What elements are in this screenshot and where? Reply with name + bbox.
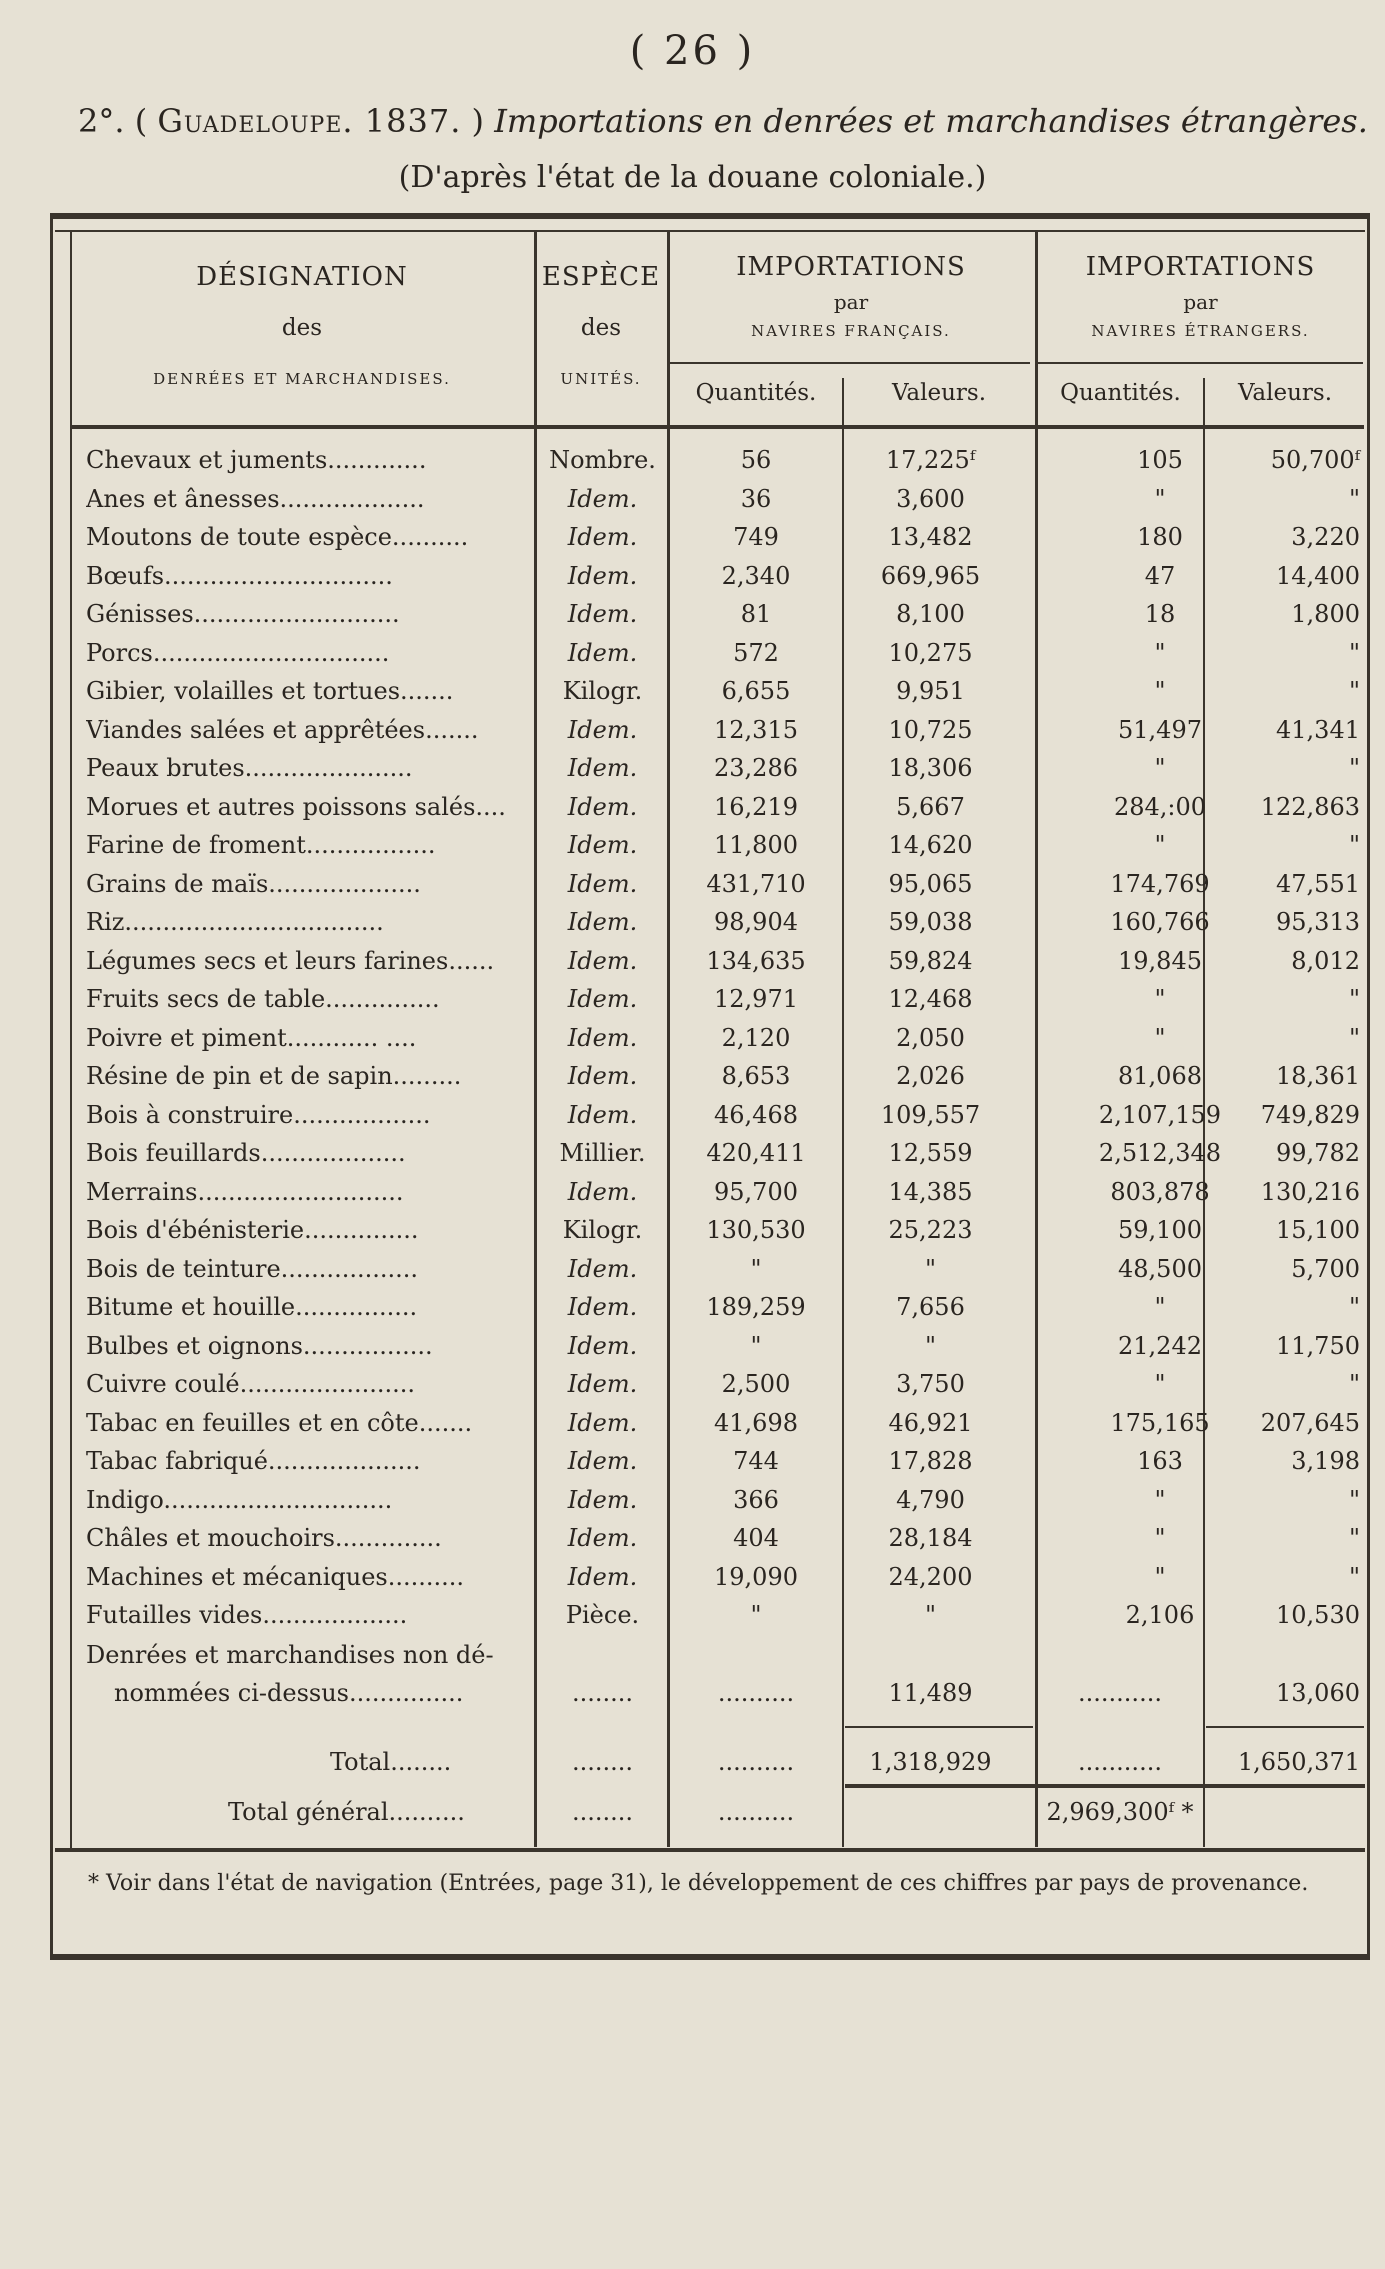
- row-qty-et: ": [1154, 1524, 1166, 1552]
- row-value-et: 3,220: [1291, 523, 1360, 551]
- row-unit: Millier.: [559, 1139, 646, 1167]
- table-row: [0, 831, 1385, 869]
- row-qty-fr: 8,653: [721, 1062, 791, 1090]
- row-designation: Porcs...............................: [86, 638, 390, 667]
- row-qty-et: ": [1154, 677, 1166, 705]
- row-designation: Bois à construire..................: [86, 1100, 431, 1129]
- table-row: [0, 908, 1385, 946]
- table-row: [0, 716, 1385, 754]
- row-value-et: 18,361: [1276, 1062, 1360, 1090]
- total-qty-fr: ..........: [717, 1748, 795, 1776]
- header-bottom-rule: [72, 425, 1364, 429]
- row-unit: Idem.: [567, 869, 638, 898]
- row-designation: Bitume et houille................: [86, 1293, 418, 1321]
- row-designation-line1: Denrées et marchandises non dé-: [86, 1641, 494, 1669]
- row-qty-fr: 2,120: [721, 1023, 791, 1052]
- row-designation: Bois feuillards...................: [86, 1139, 406, 1167]
- header-fr-valeurs: Valeurs.: [891, 380, 987, 406]
- row-unit: Idem.: [567, 600, 638, 628]
- row-qty-fr: 420,411: [706, 1139, 806, 1167]
- row-value-fr: 17,828: [888, 1447, 973, 1475]
- row-value-fr: 2,050: [896, 1023, 965, 1052]
- row-value-et: 11,750: [1276, 1331, 1360, 1360]
- row-designation: Viandes salées et apprêtées.......: [86, 715, 479, 744]
- row-value-fr: 3,750: [896, 1370, 965, 1398]
- row-designation: Merrains...........................: [86, 1177, 404, 1206]
- row-designation: Peaux brutes......................: [86, 754, 413, 782]
- row-qty-fr: 130,530: [706, 1216, 806, 1244]
- table-row: [0, 1486, 1385, 1524]
- total-label: Total........: [330, 1748, 452, 1776]
- table-row: [0, 1216, 1385, 1254]
- total-rule-fr: [845, 1726, 1033, 1728]
- table-row: [0, 793, 1385, 831]
- row-qty-fr: 95,700: [714, 1177, 798, 1206]
- row-value-fr: 3,600: [896, 484, 965, 513]
- row-value-fr: ": [924, 1254, 937, 1283]
- row-unit: Idem.: [567, 1023, 638, 1052]
- row-value-et: ": [1348, 1370, 1360, 1398]
- row-qty-et: 48,500: [1118, 1254, 1202, 1283]
- table-row: [0, 1062, 1385, 1100]
- row-qty-et: 47: [1144, 561, 1176, 590]
- title-source: (D'après l'état de la douane coloniale.): [398, 160, 987, 195]
- title-subject: Importations en denrées et marchandises étrangères.: [494, 102, 1368, 140]
- header-fr-quantites: Quantités.: [695, 380, 817, 406]
- table-title: [78, 102, 1368, 140]
- header-rule-fr: [670, 362, 1030, 364]
- row-value-fr: 13,482: [888, 523, 973, 551]
- row-qty-et: 174,769: [1110, 869, 1210, 898]
- header-espece-1: ESPÈCE: [541, 262, 661, 292]
- row-designation: Riz..................................: [86, 908, 384, 936]
- row-unit: Idem.: [567, 1408, 638, 1437]
- row-value-et: ": [1348, 754, 1360, 782]
- title-suffix: ): [471, 102, 485, 140]
- row-value-et: ": [1348, 484, 1360, 513]
- row-designation: Tabac fabriqué....................: [86, 1447, 421, 1475]
- total-qty-et: ...........: [1078, 1748, 1162, 1776]
- header-espece-3: UNITÉS.: [560, 370, 642, 388]
- total-general-qty: ..........: [717, 1798, 795, 1826]
- row-unit: Idem.: [567, 561, 638, 590]
- row-qty-fr: ": [750, 1331, 762, 1360]
- row-designation: Poivre et piment............ ....: [86, 1023, 417, 1052]
- row-value-fr: 59,824: [888, 946, 973, 975]
- row-value-fr: 25,223: [888, 1216, 973, 1244]
- row-qty-fr: 98,904: [714, 908, 798, 936]
- row-qty-fr: 56: [740, 446, 772, 474]
- row-value-et: 749,829: [1260, 1100, 1360, 1129]
- row-qty-et: ": [1154, 1370, 1166, 1398]
- table-row: [0, 1178, 1385, 1216]
- table-row: [0, 1332, 1385, 1370]
- row-unit: Kilogr.: [562, 1216, 643, 1244]
- row-unit: Idem.: [567, 1370, 638, 1398]
- table-row: [0, 1255, 1385, 1293]
- row-qty-fr: 11,800: [714, 831, 798, 859]
- header-fr-1: IMPORTATIONS: [736, 252, 966, 282]
- row-qty-fr: 431,710: [706, 869, 806, 898]
- row-value-fr: ": [924, 1331, 937, 1360]
- header-designation-1: DÉSIGNATION: [196, 262, 408, 292]
- table-row: [0, 1101, 1385, 1139]
- row-qty-fr: 23,286: [714, 754, 798, 782]
- row-designation: Cuivre coulé.......................: [86, 1370, 416, 1398]
- row-value-et: 122,863: [1260, 792, 1360, 821]
- row-qty-fr: 12,971: [714, 985, 798, 1013]
- title-prefix: 2°. (: [78, 102, 148, 140]
- row-designation: Anes et ânesses...................: [86, 484, 425, 513]
- table-row: [0, 1601, 1385, 1639]
- row-qty-et: ": [1154, 1562, 1166, 1591]
- total-value-et: 1,650,371: [1237, 1748, 1360, 1776]
- row-designation-line2: nommées ci-dessus...............: [114, 1679, 464, 1707]
- row-unit: Idem.: [567, 1447, 638, 1475]
- row-value-fr: 109,557: [880, 1100, 981, 1129]
- row-unit: Idem.: [567, 715, 638, 744]
- row-unit: Idem.: [567, 1485, 638, 1514]
- row-value-et: 10,530: [1276, 1601, 1360, 1629]
- row-unit: Idem.: [567, 908, 638, 936]
- row-designation: Indigo..............................: [86, 1485, 393, 1514]
- row-value-et: 8,012: [1291, 946, 1360, 975]
- row-value-et: 13,060: [1276, 1679, 1360, 1707]
- row-qty-fr: 2,500: [721, 1370, 791, 1398]
- row-designation: Grains de maïs....................: [86, 869, 421, 898]
- row-unit: Idem.: [567, 754, 638, 782]
- row-qty-et: ": [1154, 754, 1166, 782]
- row-value-fr: 95,065: [888, 869, 973, 898]
- row-value-et: 14,400: [1276, 561, 1360, 590]
- row-value-fr: 59,038: [888, 908, 973, 936]
- row-unit: Idem.: [567, 638, 638, 667]
- total-value-fr: 1,318,929: [869, 1748, 992, 1776]
- row-value-et: ": [1348, 1485, 1360, 1514]
- row-qty-et: 21,242: [1118, 1331, 1202, 1360]
- row-value-et: 207,645: [1260, 1408, 1360, 1437]
- table-row: [0, 1024, 1385, 1062]
- row-value-et: ": [1348, 1562, 1360, 1591]
- row-qty-fr: 6,655: [721, 677, 791, 705]
- header-et-1: IMPORTATIONS: [1085, 252, 1316, 282]
- total-general-value: 2,969,300ᶠ *: [1046, 1798, 1194, 1826]
- row-value-et: ": [1348, 831, 1360, 859]
- row-qty-fr: 749: [733, 523, 779, 551]
- row-value-fr: 8,100: [896, 600, 965, 628]
- row-value-et: ": [1348, 1524, 1360, 1552]
- table-row: [0, 1447, 1385, 1485]
- table-row: [0, 485, 1385, 523]
- row-value-et: 41,341: [1276, 715, 1360, 744]
- row-qty-fr: 2,340: [721, 561, 791, 590]
- row-qty-et: ": [1154, 638, 1166, 667]
- row-qty-et: 180: [1137, 523, 1183, 551]
- table-row: [0, 1370, 1385, 1408]
- row-value-fr: ": [924, 1601, 937, 1629]
- table-row: [0, 1563, 1385, 1601]
- total-general-label: Total général..........: [228, 1798, 465, 1826]
- row-unit: ........: [571, 1679, 634, 1707]
- row-qty-fr: 16,219: [714, 792, 798, 821]
- row-designation: Bois d'ébénisterie...............: [86, 1216, 419, 1244]
- row-value-fr: 4,790: [896, 1485, 965, 1514]
- row-qty-et: 163: [1137, 1447, 1183, 1475]
- row-qty-et: ": [1154, 1023, 1166, 1052]
- row-qty-et: ": [1154, 985, 1166, 1013]
- row-qty-et: 51,497: [1118, 715, 1202, 744]
- table-row: [0, 600, 1385, 638]
- footnote: * Voir dans l'état de navigation (Entrées, page 31), le développement de ces chiffres par pays de provenance.: [88, 1871, 1309, 1896]
- header-et-3: NAVIRES ÉTRANGERS.: [1091, 322, 1310, 340]
- row-qty-fr: 189,259: [706, 1293, 806, 1321]
- table-row: [0, 947, 1385, 985]
- header-fr-3: NAVIRES FRANÇAIS.: [751, 322, 951, 340]
- row-value-et: ": [1348, 1293, 1360, 1321]
- row-qty-et: ": [1154, 1293, 1166, 1321]
- row-designation: Tabac en feuilles et en côte.......: [86, 1408, 473, 1437]
- row-qty-fr: 572: [733, 638, 779, 667]
- row-designation: Châles et mouchoirs..............: [86, 1524, 442, 1552]
- row-designation: Génisses...........................: [86, 600, 400, 628]
- header-designation-2: des: [281, 315, 323, 341]
- row-qty-fr: 41,698: [714, 1408, 798, 1437]
- row-designation: Bois de teinture..................: [86, 1254, 418, 1283]
- table-bottom-inner-rule: [55, 1848, 1365, 1852]
- row-value-et: ": [1348, 1023, 1360, 1052]
- row-designation: Moutons de toute espèce..........: [86, 523, 469, 551]
- row-unit: Idem.: [567, 1177, 638, 1206]
- table-row: [0, 639, 1385, 677]
- table-row-total: [0, 1748, 1385, 1786]
- row-value-et: 1,800: [1291, 600, 1360, 628]
- row-qty-et: 19,845: [1118, 946, 1202, 975]
- row-designation: Bulbes et oignons.................: [86, 1331, 433, 1360]
- row-qty-fr: 744: [733, 1447, 779, 1475]
- table-row: [0, 677, 1385, 715]
- row-unit: Idem.: [567, 831, 638, 859]
- row-designation: Résine de pin et de sapin.........: [86, 1062, 462, 1090]
- row-designation: Morues et autres poissons salés....: [86, 792, 506, 821]
- row-value-et: ": [1348, 677, 1360, 705]
- row-qty-fr: 12,315: [714, 715, 798, 744]
- row-value-et: 3,198: [1291, 1447, 1360, 1475]
- row-qty-fr: ": [750, 1254, 762, 1283]
- row-value-et: 50,700ᶠ: [1270, 446, 1360, 474]
- row-value-fr: 12,468: [888, 985, 973, 1013]
- header-designation-3: DENRÉES ET MARCHANDISES.: [153, 370, 451, 388]
- header-et-2: par: [1183, 290, 1218, 314]
- table-inner-top-rule: [55, 230, 1365, 232]
- row-qty-fr: 134,635: [706, 946, 806, 975]
- table-row-denrees-2: [0, 1679, 1385, 1717]
- row-qty-et: 2,106: [1125, 1601, 1195, 1629]
- row-unit: Idem.: [567, 985, 638, 1013]
- row-unit: Idem.: [567, 1100, 638, 1129]
- row-unit: Idem.: [567, 1293, 638, 1321]
- row-unit: Idem.: [567, 1331, 638, 1360]
- row-qty-et: 81,068: [1118, 1062, 1202, 1090]
- header-espece-2: des: [580, 315, 622, 341]
- table-row: [0, 1524, 1385, 1562]
- row-value-et: 15,100: [1276, 1216, 1360, 1244]
- row-qty-et: 2,512,348: [1098, 1139, 1222, 1167]
- row-value-fr: 2,026: [896, 1062, 965, 1090]
- row-designation: Machines et mécaniques..........: [86, 1562, 465, 1591]
- row-value-et: 130,216: [1260, 1177, 1360, 1206]
- total-rule-et: [1206, 1726, 1364, 1728]
- header-et-quantites: Quantités.: [1060, 380, 1181, 406]
- row-unit: Idem.: [567, 946, 638, 975]
- table-row: [0, 870, 1385, 908]
- row-value-fr: 46,921: [888, 1408, 973, 1437]
- row-qty-fr: 404: [733, 1524, 779, 1552]
- header-rule-et: [1038, 362, 1363, 364]
- table-row-denrees-1: [0, 1641, 1385, 1679]
- row-value-fr: 5,667: [896, 792, 965, 821]
- row-designation: Bœufs..............................: [86, 561, 393, 590]
- row-unit: Pièce.: [565, 1601, 640, 1629]
- header-et-valeurs: Valeurs.: [1237, 380, 1333, 406]
- row-value-et: ": [1348, 638, 1360, 667]
- row-qty-et: 284,:00: [1113, 792, 1207, 821]
- row-value-fr: 18,306: [888, 754, 973, 782]
- row-unit: Kilogr.: [562, 677, 643, 705]
- row-qty-et: 803,878: [1110, 1177, 1210, 1206]
- row-qty-fr: 46,468: [714, 1100, 798, 1129]
- table-row: [0, 562, 1385, 600]
- row-value-fr: 11,489: [888, 1679, 973, 1707]
- row-qty-fr: ": [750, 1601, 762, 1629]
- table-row: [0, 754, 1385, 792]
- row-value-fr: 12,559: [888, 1139, 973, 1167]
- row-value-fr: 17,225ᶠ: [885, 446, 976, 474]
- row-qty-et: 175,165: [1110, 1408, 1210, 1437]
- row-value-fr: 14,620: [888, 831, 973, 859]
- table-row: [0, 985, 1385, 1023]
- row-qty-fr: 366: [733, 1485, 779, 1514]
- row-value-fr: 14,385: [888, 1177, 973, 1206]
- row-designation: Gibier, volailles et tortues.......: [86, 677, 454, 705]
- row-qty-et: ": [1154, 484, 1166, 513]
- table-row: [0, 1139, 1385, 1177]
- row-qty-et: ...........: [1078, 1679, 1162, 1707]
- title-place: Guadeloupe. 1837.: [157, 102, 462, 140]
- row-unit: Nombre.: [549, 446, 656, 474]
- total-unit: ........: [571, 1748, 634, 1776]
- row-unit: Idem.: [567, 484, 638, 513]
- row-value-et: 47,551: [1276, 869, 1360, 898]
- row-qty-et: ": [1154, 1485, 1166, 1514]
- row-designation: Fruits secs de table...............: [86, 985, 440, 1013]
- row-qty-et: 18: [1144, 600, 1176, 628]
- table-row-total-general: [0, 1798, 1385, 1836]
- row-value-fr: 24,200: [888, 1562, 973, 1591]
- row-value-et: ": [1348, 985, 1360, 1013]
- row-unit: Idem.: [567, 1254, 638, 1283]
- row-unit: Idem.: [567, 523, 638, 551]
- row-qty-et: 59,100: [1118, 1216, 1202, 1244]
- table-row: [0, 446, 1385, 484]
- row-qty-et: 160,766: [1110, 908, 1210, 936]
- row-value-et: 5,700: [1291, 1254, 1360, 1283]
- row-qty-et: 105: [1137, 446, 1183, 474]
- total-general-rule: [845, 1784, 1365, 1788]
- row-value-fr: 10,275: [888, 638, 973, 667]
- row-value-et: 99,782: [1276, 1139, 1360, 1167]
- row-designation: Futailles vides...................: [86, 1601, 408, 1629]
- table-row: [0, 523, 1385, 561]
- row-unit: Idem.: [567, 1062, 638, 1090]
- row-value-fr: 669,965: [880, 561, 981, 590]
- page-number: ( 26 ): [629, 28, 756, 74]
- row-value-et: 95,313: [1276, 908, 1360, 936]
- row-value-fr: 9,951: [896, 677, 965, 705]
- row-qty-fr: 36: [740, 484, 772, 513]
- header-fr-2: par: [833, 290, 869, 314]
- row-qty-fr: 81: [740, 600, 772, 628]
- row-value-fr: 28,184: [888, 1524, 973, 1552]
- row-unit: Idem.: [567, 792, 638, 821]
- table-row: [0, 1293, 1385, 1331]
- row-qty-fr: 19,090: [714, 1562, 798, 1591]
- row-unit: Idem.: [567, 1524, 638, 1552]
- row-qty-et: ": [1154, 831, 1166, 859]
- row-designation: Légumes secs et leurs farines......: [86, 946, 495, 975]
- row-qty-et: 2,107,159: [1098, 1100, 1222, 1129]
- row-designation: Chevaux et juments.............: [86, 446, 427, 474]
- row-designation: Farine de froment.................: [86, 831, 436, 859]
- row-unit: Idem.: [567, 1562, 638, 1591]
- table-row: [0, 1409, 1385, 1447]
- row-value-fr: 10,725: [888, 715, 973, 744]
- row-value-fr: 7,656: [896, 1293, 965, 1321]
- row-qty-fr: ..........: [717, 1679, 795, 1707]
- total-general-unit: ........: [571, 1798, 634, 1826]
